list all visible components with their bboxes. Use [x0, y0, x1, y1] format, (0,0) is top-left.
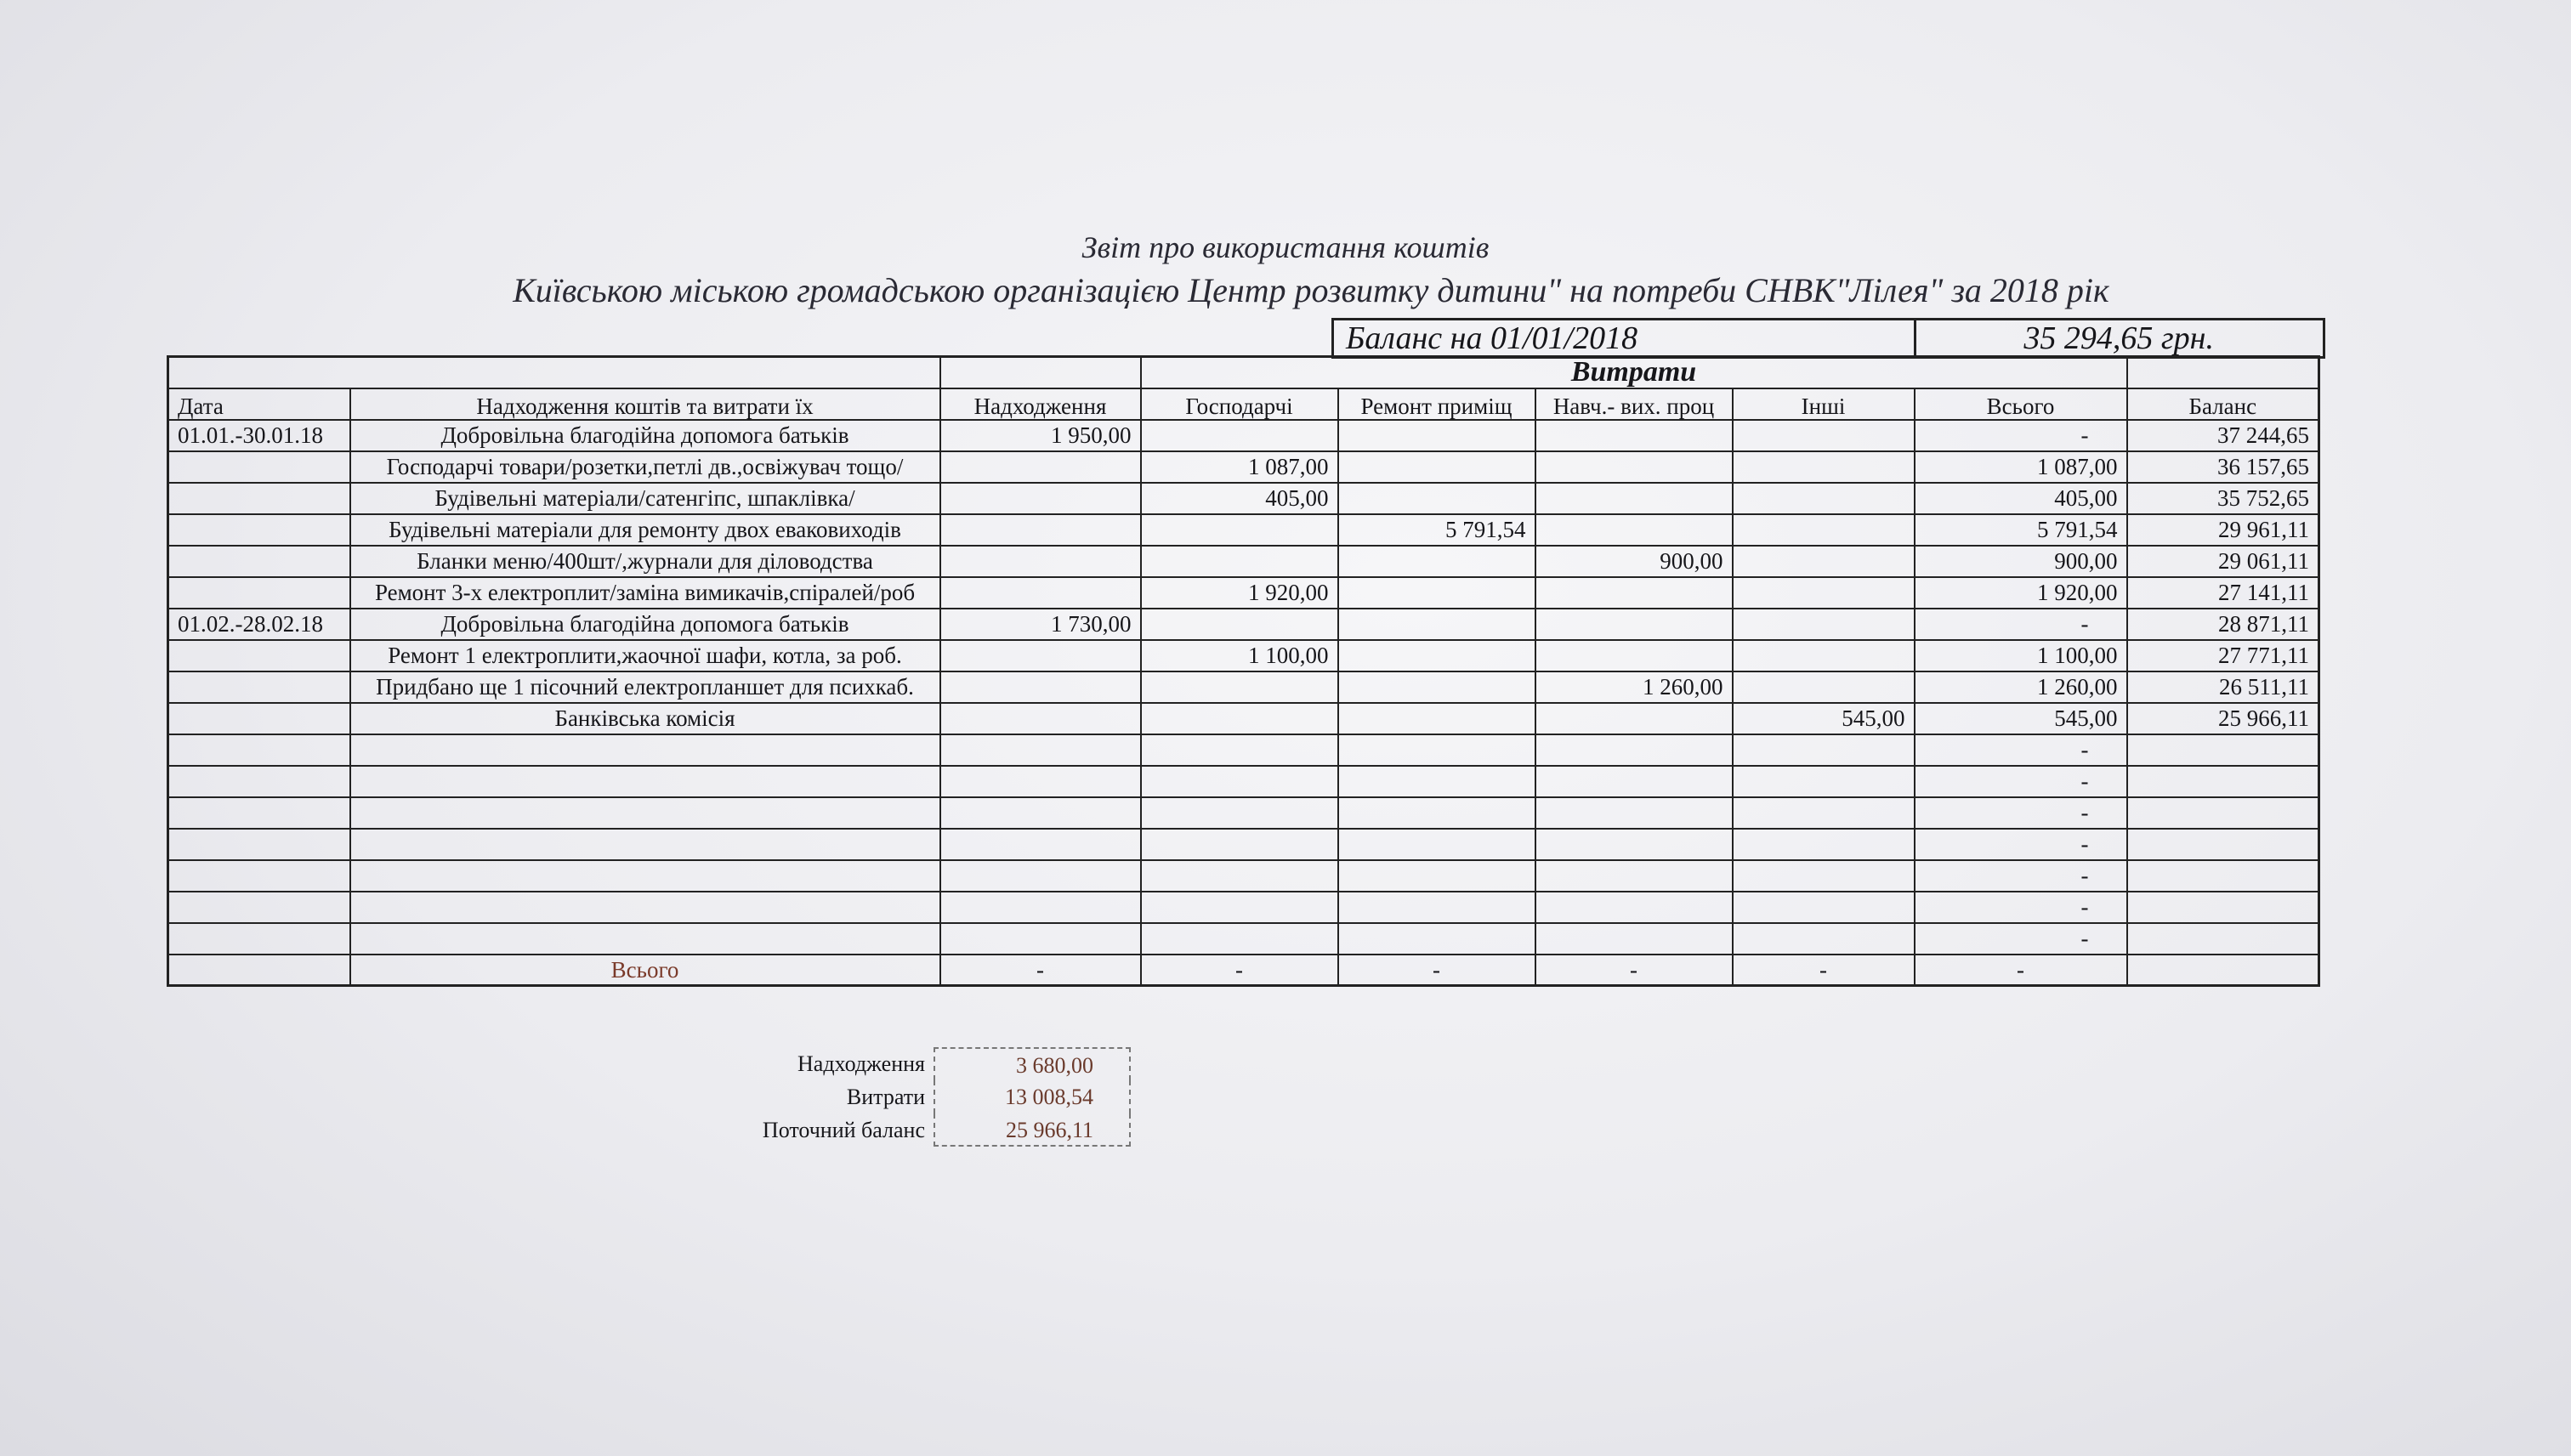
totals-total: -: [1915, 955, 2127, 986]
table-row: [168, 640, 2319, 671]
empty-cell: [168, 357, 350, 388]
income-header-top: [940, 357, 1141, 388]
row-other: [1733, 483, 1915, 514]
row-other: [1733, 546, 1915, 577]
table-row: [168, 671, 2319, 703]
row-date: [168, 671, 350, 703]
row-income: [940, 577, 1141, 609]
row-total: 1 087,00: [1915, 451, 2127, 483]
row-description: Добровільна благодійна допомога батьків: [350, 420, 940, 451]
table-row: [168, 892, 2319, 923]
row-date: [168, 483, 350, 514]
row-education: [1535, 734, 1733, 766]
row-description: Ремонт 1 електроплити,жаочної шафи, котла, за роб.: [350, 640, 940, 671]
row-education: [1535, 766, 1733, 797]
col-education: Навч.- вих. проц: [1535, 388, 1733, 420]
summary-block: [731, 1047, 1131, 1147]
row-repair: [1338, 703, 1535, 734]
totals-other: -: [1733, 955, 1915, 986]
row-balance: 28 871,11: [2127, 609, 2319, 640]
row-income: [940, 514, 1141, 546]
row-repair: [1338, 609, 1535, 640]
summary-value: 3 680,00: [934, 1047, 1131, 1080]
row-income: [940, 703, 1141, 734]
row-other: [1733, 923, 1915, 955]
row-other: [1733, 451, 1915, 483]
row-date: [168, 829, 350, 860]
row-repair: [1338, 734, 1535, 766]
row-date: [168, 451, 350, 483]
row-income: [940, 546, 1141, 577]
table-row: [168, 514, 2319, 546]
row-other: [1733, 420, 1915, 451]
row-income: 1 730,00: [940, 609, 1141, 640]
expenses-header-row: [168, 357, 2319, 388]
row-date: 01.01.-30.01.18: [168, 420, 350, 451]
expenses-header: Витрати: [1141, 357, 2127, 388]
row-balance: [2127, 892, 2319, 923]
row-date: [168, 703, 350, 734]
row-repair: [1338, 766, 1535, 797]
row-description: Будівельні матеріали для ремонту двох еваковиходів: [350, 514, 940, 546]
table-row: [168, 923, 2319, 955]
row-other: [1733, 609, 1915, 640]
row-other: 545,00: [1733, 703, 1915, 734]
summary-row: [731, 1047, 1131, 1080]
row-education: [1535, 829, 1733, 860]
row-balance: 29 061,11: [2127, 546, 2319, 577]
row-balance: 27 141,11: [2127, 577, 2319, 609]
row-description: [350, 829, 940, 860]
col-other: Інші: [1733, 388, 1915, 420]
row-other: [1733, 829, 1915, 860]
balance-value-cell: [1914, 318, 2325, 359]
row-total: -: [1915, 420, 2127, 451]
row-description: Ремонт 3-х електроплит/заміна вимикачів,спіралей/роб: [350, 577, 940, 609]
row-date: [168, 546, 350, 577]
row-household: [1141, 923, 1338, 955]
row-other: [1733, 577, 1915, 609]
row-education: [1535, 797, 1733, 829]
row-household: [1141, 609, 1338, 640]
row-repair: [1338, 860, 1535, 892]
row-household: 405,00: [1141, 483, 1338, 514]
summary-row: [731, 1080, 1131, 1113]
row-description: [350, 797, 940, 829]
row-income: [940, 829, 1141, 860]
row-education: [1535, 609, 1733, 640]
totals-balance: [2127, 955, 2319, 986]
row-income: [940, 483, 1141, 514]
row-repair: [1338, 420, 1535, 451]
row-other: [1733, 514, 1915, 546]
column-header-row: [168, 388, 2319, 420]
table-row: [168, 609, 2319, 640]
balance-label: Баланс на 01/01/2018: [1346, 320, 1638, 356]
summary-value: 13 008,54: [934, 1080, 1131, 1113]
row-other: [1733, 766, 1915, 797]
row-description: Банківська комісія: [350, 703, 940, 734]
row-date: [168, 577, 350, 609]
col-description: Надходження коштів та витрати їх: [350, 388, 940, 420]
row-description: Придбано ще 1 пісочний електропланшет для психкаб.: [350, 671, 940, 703]
row-balance: [2127, 734, 2319, 766]
row-income: [940, 734, 1141, 766]
row-balance: [2127, 829, 2319, 860]
row-repair: 5 791,54: [1338, 514, 1535, 546]
row-other: [1733, 640, 1915, 671]
row-education: [1535, 577, 1733, 609]
row-total: 900,00: [1915, 546, 2127, 577]
row-household: [1141, 860, 1338, 892]
row-household: [1141, 671, 1338, 703]
table-row: [168, 797, 2319, 829]
row-repair: [1338, 546, 1535, 577]
row-household: [1141, 420, 1338, 451]
row-date: [168, 892, 350, 923]
table-row: [168, 829, 2319, 860]
table-row: [168, 546, 2319, 577]
row-total: 405,00: [1915, 483, 2127, 514]
row-total: -: [1915, 609, 2127, 640]
row-total: 1 920,00: [1915, 577, 2127, 609]
row-description: [350, 734, 940, 766]
row-balance: [2127, 923, 2319, 955]
row-other: [1733, 734, 1915, 766]
summary-label: Витрати: [846, 1084, 925, 1109]
row-balance: 26 511,11: [2127, 671, 2319, 703]
balance-header-top: [2127, 357, 2319, 388]
totals-household: -: [1141, 955, 1338, 986]
row-education: [1535, 640, 1733, 671]
row-total: 1 260,00: [1915, 671, 2127, 703]
totals-repair: -: [1338, 955, 1535, 986]
table-row: [168, 420, 2319, 451]
summary-label: Поточний баланс: [762, 1117, 925, 1142]
row-date: [168, 860, 350, 892]
row-income: [940, 923, 1141, 955]
row-repair: [1338, 451, 1535, 483]
row-other: [1733, 860, 1915, 892]
summary-row: [731, 1113, 1131, 1147]
row-total: -: [1915, 923, 2127, 955]
col-balance: Баланс: [2127, 388, 2319, 420]
row-date: [168, 766, 350, 797]
row-household: [1141, 797, 1338, 829]
table-row: [168, 703, 2319, 734]
row-date: [168, 514, 350, 546]
row-repair: [1338, 892, 1535, 923]
table-row: [168, 766, 2319, 797]
table-row: [168, 577, 2319, 609]
row-repair: [1338, 671, 1535, 703]
row-balance: [2127, 766, 2319, 797]
row-other: [1733, 797, 1915, 829]
row-repair: [1338, 640, 1535, 671]
row-date: 01.02.-28.02.18: [168, 609, 350, 640]
row-education: [1535, 703, 1733, 734]
row-education: [1535, 923, 1733, 955]
row-balance: 27 771,11: [2127, 640, 2319, 671]
row-education: [1535, 420, 1733, 451]
row-balance: 36 157,65: [2127, 451, 2319, 483]
row-description: [350, 923, 940, 955]
report-subtitle: Київською міською громадською організацією Центр розвитку дитини" на потреби СНВК"Лілея" за 2018 рік: [513, 271, 2109, 309]
row-household: 1 100,00: [1141, 640, 1338, 671]
col-household: Господарчі: [1141, 388, 1338, 420]
row-total: -: [1915, 734, 2127, 766]
row-description: Добровільна благодійна допомога батьків: [350, 609, 940, 640]
row-household: [1141, 546, 1338, 577]
row-household: 1 920,00: [1141, 577, 1338, 609]
report-table: [167, 355, 2320, 987]
row-balance: 25 966,11: [2127, 703, 2319, 734]
row-total: -: [1915, 797, 2127, 829]
row-income: [940, 451, 1141, 483]
row-description: [350, 860, 940, 892]
row-repair: [1338, 577, 1535, 609]
table-row: [168, 483, 2319, 514]
row-household: [1141, 829, 1338, 860]
totals-education: -: [1535, 955, 1733, 986]
totals-row: [168, 955, 2319, 986]
balance-label-cell: [1331, 318, 1916, 359]
row-balance: 35 752,65: [2127, 483, 2319, 514]
summary-value: 25 966,11: [934, 1113, 1131, 1147]
row-total: 5 791,54: [1915, 514, 2127, 546]
row-repair: [1338, 483, 1535, 514]
row-total: -: [1915, 892, 2127, 923]
row-description: Господарчі товари/розетки,петлі дв.,освіжувач тощо/: [350, 451, 940, 483]
row-date: [168, 640, 350, 671]
row-total: -: [1915, 829, 2127, 860]
row-household: [1141, 734, 1338, 766]
row-description: Бланки меню/400шт/,журнали для діловодства: [350, 546, 940, 577]
summary-label: Надходження: [797, 1051, 925, 1076]
row-other: [1733, 671, 1915, 703]
row-date: [168, 797, 350, 829]
row-income: [940, 671, 1141, 703]
col-total: Всього: [1915, 388, 2127, 420]
row-total: 545,00: [1915, 703, 2127, 734]
table-row: [168, 451, 2319, 483]
row-total: -: [1915, 860, 2127, 892]
row-description: [350, 892, 940, 923]
row-repair: [1338, 923, 1535, 955]
row-total: -: [1915, 766, 2127, 797]
col-income: Надходження: [940, 388, 1141, 420]
row-income: [940, 766, 1141, 797]
row-balance: 29 961,11: [2127, 514, 2319, 546]
col-repair: Ремонт приміщ: [1338, 388, 1535, 420]
row-other: [1733, 892, 1915, 923]
report-title: Звіт про використання коштів: [1081, 230, 1490, 264]
totals-empty: [168, 955, 350, 986]
col-date: Дата: [168, 388, 350, 420]
row-repair: [1338, 829, 1535, 860]
row-description: [350, 766, 940, 797]
table-row: [168, 734, 2319, 766]
table-row: [168, 860, 2319, 892]
balance-value: 35 294,65 грн.: [2023, 320, 2214, 356]
row-household: [1141, 892, 1338, 923]
row-household: [1141, 703, 1338, 734]
row-income: [940, 640, 1141, 671]
totals-label: Всього: [350, 955, 940, 986]
row-education: 1 260,00: [1535, 671, 1733, 703]
row-household: 1 087,00: [1141, 451, 1338, 483]
row-date: [168, 923, 350, 955]
row-balance: [2127, 797, 2319, 829]
row-repair: [1338, 797, 1535, 829]
row-household: [1141, 766, 1338, 797]
row-education: 900,00: [1535, 546, 1733, 577]
row-income: [940, 797, 1141, 829]
row-education: [1535, 483, 1733, 514]
row-total: 1 100,00: [1915, 640, 2127, 671]
row-income: 1 950,00: [940, 420, 1141, 451]
row-balance: 37 244,65: [2127, 420, 2319, 451]
row-balance: [2127, 860, 2319, 892]
row-education: [1535, 451, 1733, 483]
empty-cell: [350, 357, 940, 388]
row-education: [1535, 892, 1733, 923]
row-income: [940, 892, 1141, 923]
row-date: [168, 734, 350, 766]
row-education: [1535, 860, 1733, 892]
row-household: [1141, 514, 1338, 546]
row-income: [940, 860, 1141, 892]
row-education: [1535, 514, 1733, 546]
row-description: Будівельні матеріали/сатенгіпс, шпаклівка/: [350, 483, 940, 514]
totals-income: -: [940, 955, 1141, 986]
